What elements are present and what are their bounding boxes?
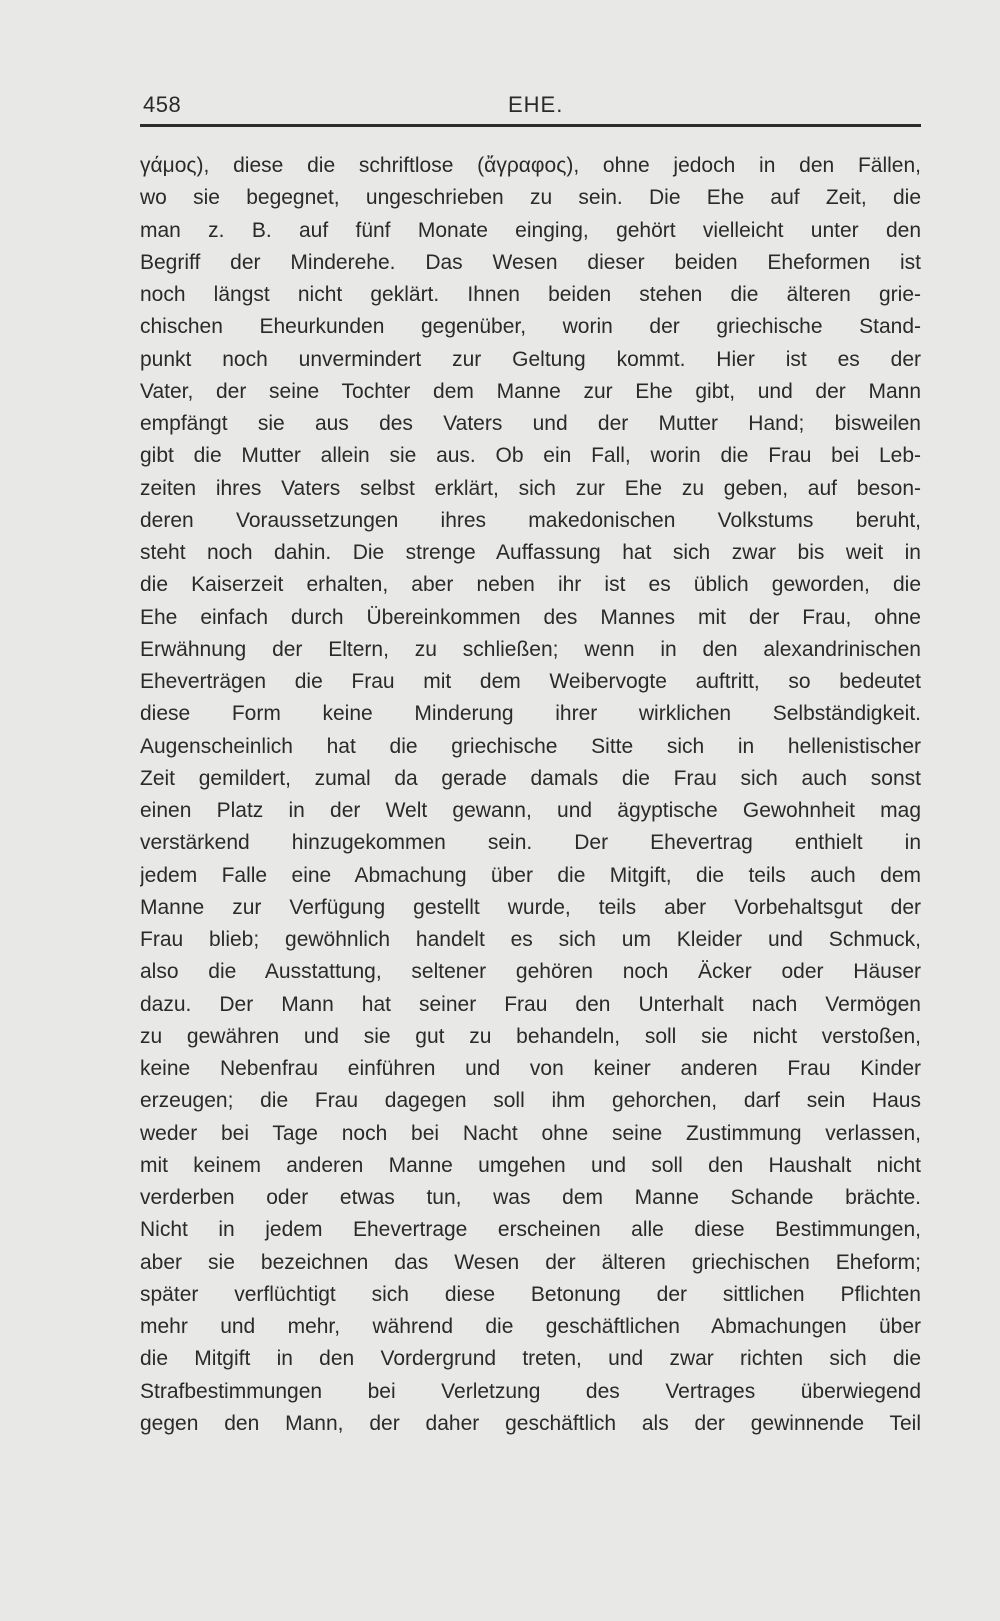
running-head: EHE. (508, 92, 564, 117)
text-line: Strafbestimmungen bei Verletzung des Vertrages überwiegend (140, 1379, 921, 1403)
text-line: Augenscheinlich hat die griechische Sitte sich in hellenistischer (140, 734, 921, 758)
text-line: erzeugen; die Frau dagegen soll ihm gehorchen, darf sein Haus (140, 1089, 921, 1113)
text-line: mehr und mehr, während die geschäftlichen Abmachungen über (140, 1315, 921, 1338)
text-line: Zeit gemildert, zumal da gerade damals die Frau sich auch sonst (140, 766, 921, 790)
text-line: später verflüchtigt sich diese Betonung der sittlichen Pflichten (140, 1282, 921, 1306)
text-line: keine Nebenfrau einführen und von keiner anderen Frau Kinder (140, 1057, 921, 1080)
text-line: jedem Falle eine Abmachung über die Mitgift, die teils auch dem (140, 863, 921, 887)
text-line: Manne zur Verfügung gestellt wurde, teils aber Vorbehaltsgut der (140, 895, 921, 919)
text-line: verstärkend hinzugekommen sein. Der Ehevertrag enthielt in (140, 831, 921, 855)
text-line: chischen Eheurkunden gegenüber, worin der griechische Stand- (140, 315, 921, 339)
text-line: steht noch dahin. Die strenge Auffassung hat sich zwar bis weit in (140, 541, 921, 564)
text-line: noch längst nicht geklärt. Ihnen beiden stehen die älteren grie- (140, 283, 921, 306)
text-line: deren Voraussetzungen ihres makedonischen Volkstums beruht, (140, 508, 921, 532)
text-line: weder bei Tage noch bei Nacht ohne seine Zustimmung verlassen, (140, 1121, 921, 1145)
header-rule (140, 124, 921, 127)
text-line: Vater, der seine Tochter dem Manne zur Ehe gibt, und der Mann (140, 379, 921, 403)
text-line: die Kaiserzeit erhalten, aber neben ihr ist es üblich geworden, die (140, 573, 921, 597)
text-line: Nicht in jedem Ehevertrage erscheinen alle diese Bestimmungen, (140, 1218, 921, 1242)
text-line: mit keinem anderen Manne umgehen und soll den Haushalt nicht (140, 1153, 921, 1177)
page-number: 458 (143, 92, 182, 117)
text-line: punkt noch unvermindert zur Geltung kommt. Hier ist es der (140, 347, 921, 371)
text-line: zu gewähren und sie gut zu behandeln, soll sie nicht verstoßen, (140, 1024, 921, 1048)
text-line: dazu. Der Mann hat seiner Frau den Unterhalt nach Vermögen (140, 992, 921, 1016)
text-line: also die Ausstattung, seltener gehören noch Äcker oder Häuser (140, 960, 921, 984)
text-line: Frau blieb; gewöhnlich handelt es sich um Kleider und Schmuck, (140, 928, 921, 951)
text-line: Ehe einfach durch Übereinkommen des Mannes mit der Frau, ohne (140, 605, 921, 629)
text-line: aber sie bezeichnen das Wesen der älteren griechischen Eheform; (140, 1250, 921, 1274)
text-line: einen Platz in der Welt gewann, und ägyptische Gewohnheit mag (140, 799, 921, 822)
text-line: die Mitgift in den Vordergrund treten, und zwar richten sich die (140, 1347, 921, 1371)
text-line: verderben oder etwas tun, was dem Manne Schande brächte. (140, 1186, 921, 1209)
text-line: gibt die Mutter allein sie aus. Ob ein Fall, worin die Frau bei Leb- (140, 444, 921, 468)
text-line: gegen den Mann, der daher geschäftlich als der gewinnende Teil (140, 1411, 921, 1435)
text-line: Erwähnung der Eltern, zu schließen; wenn in den alexandrinischen (140, 637, 921, 661)
body-text (140, 150, 921, 1440)
page-header (143, 92, 921, 128)
text-line: Eheverträgen die Frau mit dem Weibervogte auftritt, so bedeutet (140, 670, 921, 693)
text-line: γάμος), diese die schriftlose (ἄγραφος), ohne jedoch in den Fällen, (140, 154, 921, 177)
text-line: zeiten ihres Vaters selbst erklärt, sich zur Ehe zu geben, auf beson- (140, 476, 921, 500)
text-line: man z. B. auf fünf Monate einging, gehört vielleicht unter den (140, 218, 921, 242)
text-line: empfängt sie aus des Vaters und der Mutter Hand; bisweilen (140, 412, 921, 435)
text-line: Begriff der Minderehe. Das Wesen dieser beiden Eheformen ist (140, 250, 921, 274)
text-line: diese Form keine Minderung ihrer wirklichen Selbständigkeit. (140, 702, 921, 726)
text-line: wo sie begegnet, ungeschrieben zu sein. Die Ehe auf Zeit, die (140, 186, 921, 210)
